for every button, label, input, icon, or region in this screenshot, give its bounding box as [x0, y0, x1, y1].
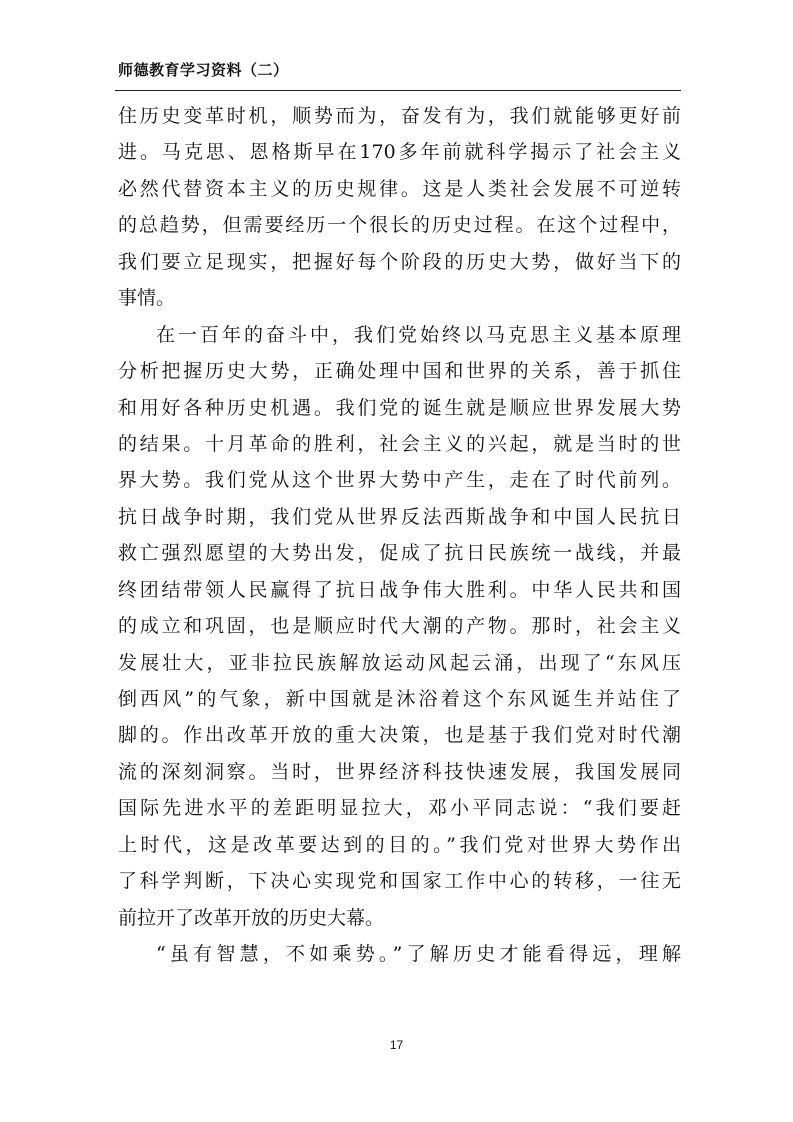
paragraph-2 — [118, 317, 681, 936]
text-line: 的总趋势，但需要经历一个很长的历史过程。在这个过程中， — [118, 214, 681, 237]
body-text — [118, 98, 681, 973]
text-line: 我们要立足现实，把握好每个阶段的历史大势，做好当下的 — [118, 250, 681, 273]
text-line: 抗日战争时期，我们党从世界反法西斯战争和中国人民抗日 — [118, 505, 681, 528]
paragraph-1 — [118, 98, 681, 317]
header-rule — [115, 90, 681, 91]
text-line: 倒西风”的气象，新中国就是沐浴着这个东风诞生并站住了 — [118, 688, 681, 710]
text-line: 分析把握历史大势，正确处理中国和世界的关系，善于抓住 — [118, 360, 681, 383]
page-number: 17 — [389, 1038, 404, 1052]
text-line: 脚的。作出改革开放的重大决策，也是基于我们党对时代潮 — [118, 724, 681, 747]
text-line: 的成立和巩固，也是顺应时代大潮的产物。那时，社会主义 — [118, 615, 681, 638]
text-line: 在一百年的奋斗中，我们党始终以马克思主义基本原理 — [156, 323, 681, 346]
text-line: 住历史变革时机，顺势而为，奋发有为，我们就能够更好前 — [118, 105, 681, 127]
text-line: 的结果。十月革命的胜利，社会主义的兴起，就是当时的世 — [118, 432, 681, 455]
text-line: 进。马克思、恩格斯早在170多年前就科学揭示了社会主义 — [118, 141, 681, 164]
paragraph-3 — [118, 936, 681, 972]
text-line: 事情。 — [118, 287, 176, 310]
text-line: 流的深刻洞察。当时，世界经济科技快速发展，我国发展同 — [118, 760, 681, 783]
text-line: “虽有智慧，不如乘势。”了解历史才能看得远，理解 — [156, 943, 681, 966]
text-line: 救亡强烈愿望的大势出发，促成了抗日民族统一战线，并最 — [118, 542, 681, 565]
text-line: 前拉开了改革开放的历史大幕。 — [118, 906, 385, 929]
text-line: 上时代，这是改革要达到的目的。”我们党对世界大势作出 — [118, 833, 681, 856]
text-line: 终团结带领人民赢得了抗日战争伟大胜利。中华人民共和国 — [118, 578, 681, 601]
text-line: 国际先进水平的差距明显拉大，邓小平同志说：“我们要赶 — [118, 797, 681, 820]
text-line: 必然代替资本主义的历史规律。这是人类社会发展不可逆转 — [118, 177, 681, 200]
running-header: 师德教育学习资料（二） — [118, 61, 289, 79]
text-line: 了科学判断，下决心实现党和国家工作中心的转移，一往无 — [118, 870, 681, 893]
text-line: 界大势。我们党从这个世界大势中产生，走在了时代前列。 — [118, 469, 681, 492]
text-line: 发展壮大，亚非拉民族解放运动风起云涌，出现了“东风压 — [118, 651, 681, 674]
text-line: 和用好各种历史机遇。我们党的诞生就是顺应世界发展大势 — [118, 396, 681, 419]
